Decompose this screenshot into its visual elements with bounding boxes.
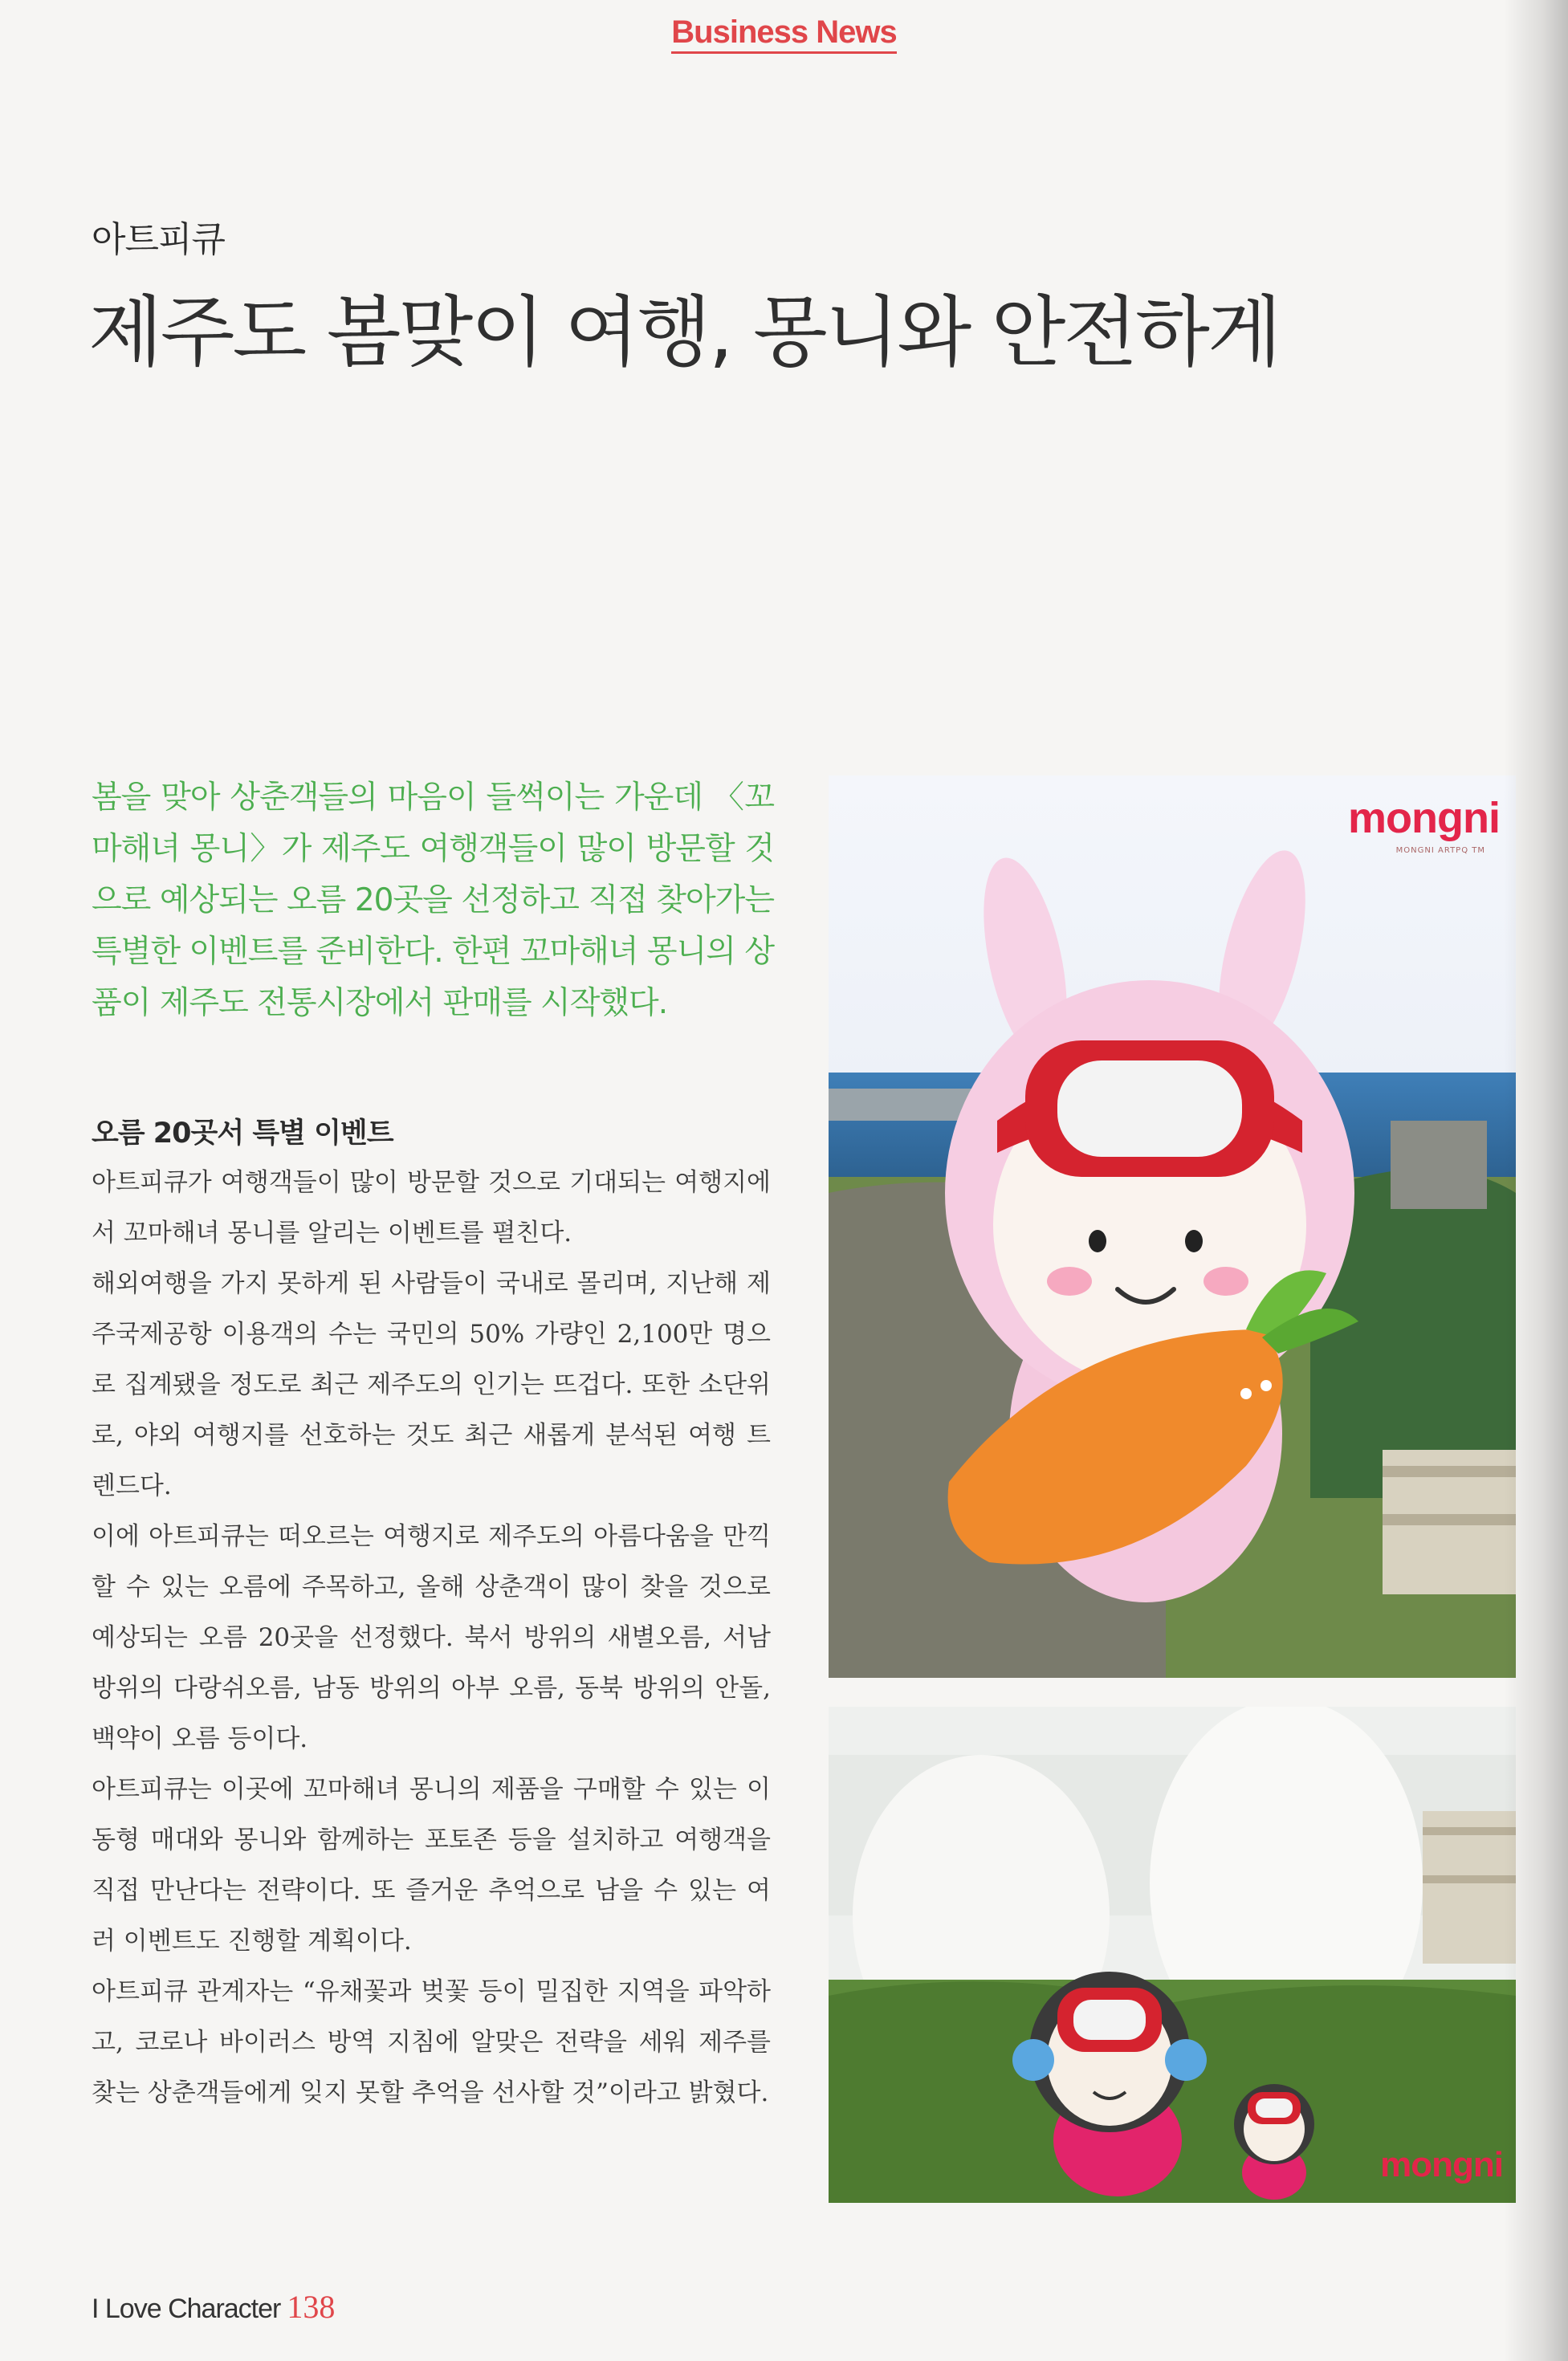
mascot-plush-illustration [829,1707,1516,2203]
article-body [92,1158,771,2119]
article-kicker: 아트피큐 [92,219,226,260]
body-paragraph: 아트피큐 관계자는 “유채꽃과 벚꽃 등이 밀집한 지역을 파악하고, 코로나 바이러스 방역 지침에 알맞은 전략을 세워 제주를 찾는 상춘객들에게 잊지 못할 추억을 선사할 것”이라고 밝혔다. [92,1977,771,2107]
page-spine-shadow [1504,0,1568,2361]
page-number: 138 [287,2289,336,2325]
body-paragraph: 이에 아트피큐는 떠오르는 여행지로 제주도의 아름다움을 만끽할 수 있는 오름에 주목하고, 올해 상춘객이 많이 찾을 것으로 예상되는 오름 20곳을 선정했다. 북서 방위의 새별오름, 서남 방위의 다랑쉬오름, 남동 방위의 아부 오름, 동북 방위의 안돌, 백약이 오름 등이다. [92,1522,771,1753]
magazine-name: I Love Character [92,2294,281,2324]
mascot-plush-photo [829,1707,1516,2203]
mongni-logo: mongni [1348,794,1500,842]
mongni-logo-subtitle: MONGNI ARTPQ TM [1395,846,1485,855]
body-paragraph: 해외여행을 가지 못하게 된 사람들이 국내로 몰리며, 지난해 제주국제공항 이용객의 수는 국민의 50% 가량인 2,100만 명으로 집계됐을 정도로 최근 제주도의 인기는 뜨겁다. 또한 소단위로, 야외 여행지를 선호하는 것도 최근 새롭게 분석된 여행 트렌드다. [92,1269,771,1500]
section-tag [0,14,1568,51]
article-headline: 제주도 봄맞이 여행, 몽니와 안전하게 [88,287,1280,377]
article-lead: 봄을 맞아 상춘객들의 마음이 들썩이는 가운데 〈꼬마해녀 몽니〉가 제주도 여행객들이 많이 방문할 것으로 예상되는 오름 20곳을 선정하고 직접 찾아가는 특별한 이벤트를 준비한다. 한편 꼬마해녀 몽니의 상품이 제주도 전통시장에서 판매를 시작했다. [92,780,774,1021]
body-paragraph: 아트피큐는 이곳에 꼬마해녀 몽니의 제품을 구매할 수 있는 이동형 매대와 몽니와 함께하는 포토존 등을 설치하고 여행객을 직접 만난다는 전략이다. 또 즐거운 추억으로 남을 수 있는 여러 이벤트도 진행할 계획이다. [92,1775,771,1956]
mongni-logo: mongni [1380,2145,1503,2184]
page-footer [92,2288,335,2326]
body-paragraph: 아트피큐가 여행객들이 많이 방문할 것으로 기대되는 여행지에서 꼬마해녀 몽니를 알리는 이벤트를 펼친다. [92,1168,771,1248]
article-subhead: 오름 20곳서 특별 이벤트 [92,1117,393,1150]
mascot-carrot-illustration [829,775,1516,1678]
section-label: Business News [671,14,896,54]
mascot-carrot-photo [829,775,1516,1678]
